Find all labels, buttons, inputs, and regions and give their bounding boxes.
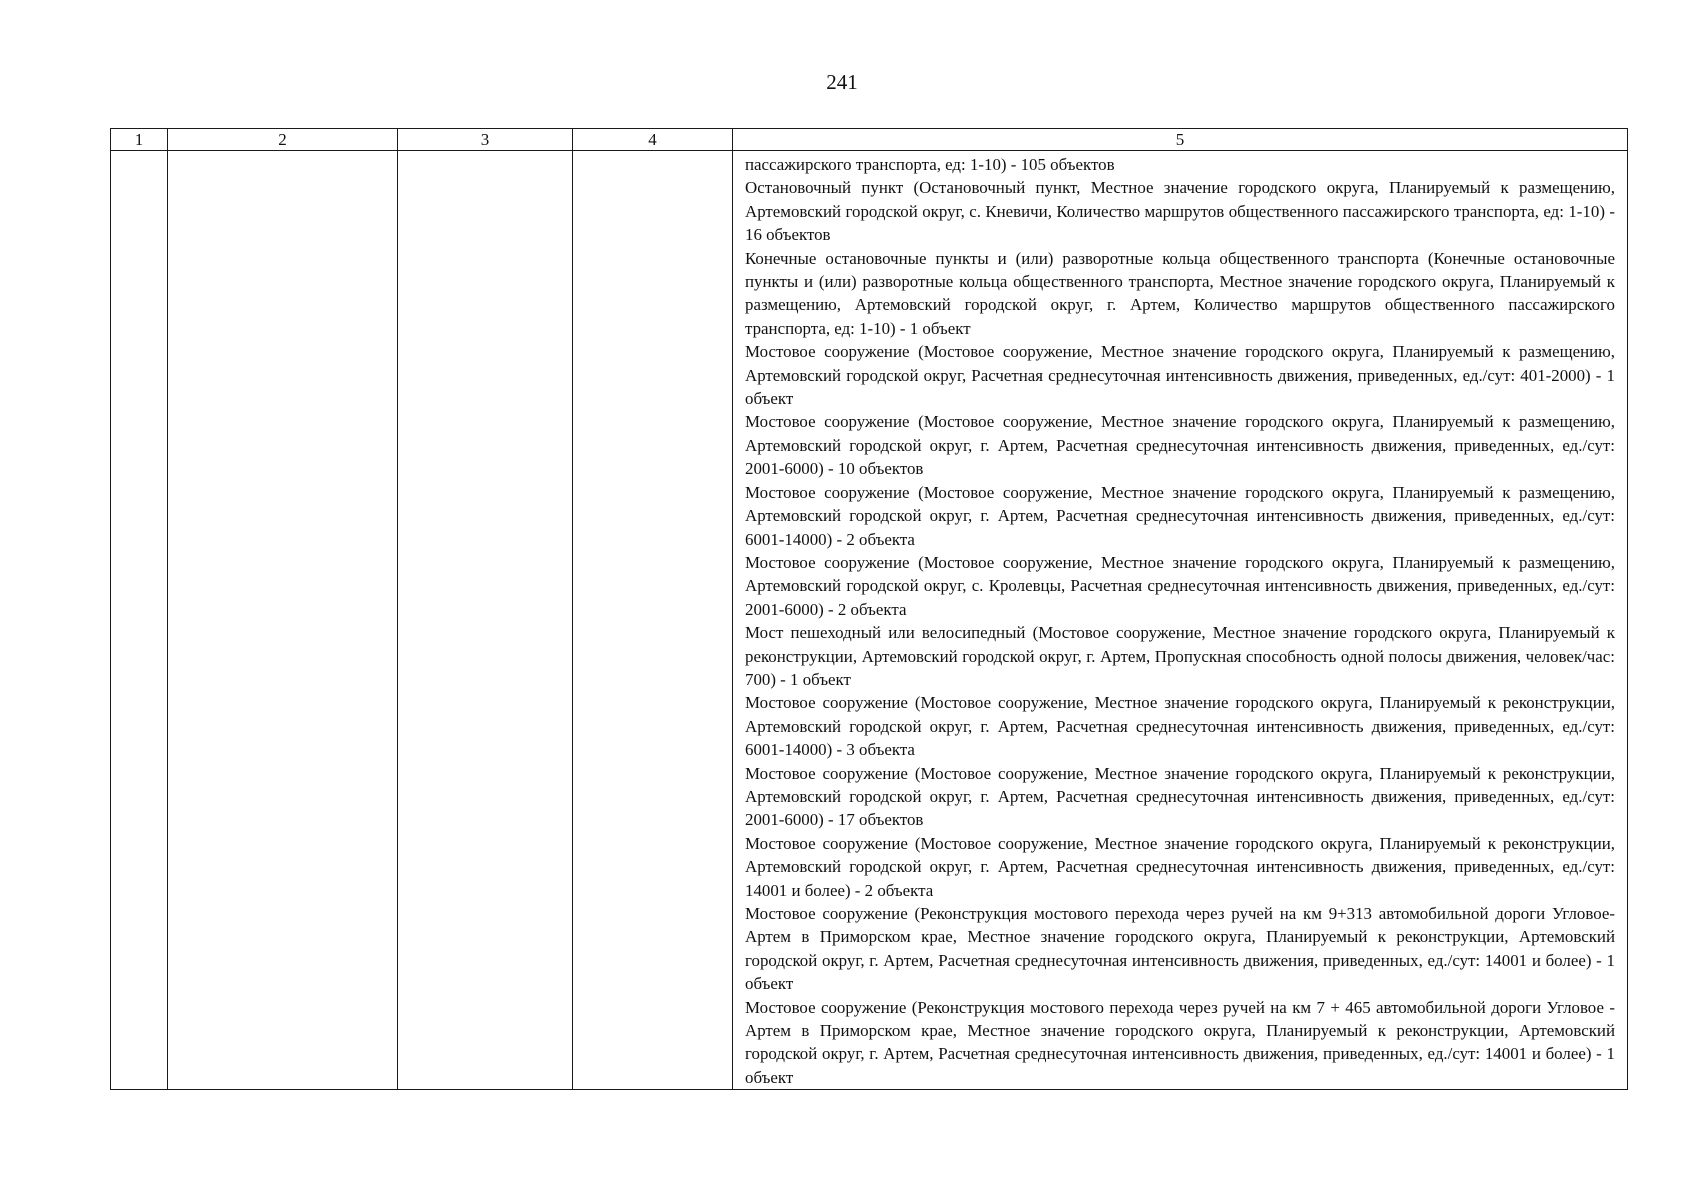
column-header-5: 5 bbox=[733, 129, 1628, 151]
column-header-2: 2 bbox=[168, 129, 398, 151]
object-entry: Мостовое сооружение (Мостовое сооружение, Местное значение городского округа, Планируемый к реконструкции, Артемовский городской округ, г. Артем, Расчетная среднесуточная интенсивность движения, приведенных, ед./сут: 6001-14000) - 3 объекта bbox=[745, 693, 1615, 760]
column-header-4: 4 bbox=[573, 129, 733, 151]
object-entry: Мостовое сооружение (Мостовое сооружение, Местное значение городского округа, Планируемый к реконструкции, Артемовский городской округ, г. Артем, Расчетная среднесуточная интенсивность движения, приведенных, ед./сут: 2001-6000) - 17 объектов bbox=[745, 763, 1615, 830]
cell-col-3 bbox=[398, 151, 573, 1090]
document-table bbox=[110, 128, 1628, 1090]
table-row bbox=[111, 151, 1628, 1090]
cell-col-2 bbox=[168, 151, 398, 1090]
object-entry: Мостовое сооружение (Реконструкция мостового перехода через ручей на км 9+313 автомобильной дороги Угловое-Артем в Приморском крае, Местное значение городского округа, Планируемый к реконструкции, Артемовский городской округ, г. Артем, Расчетная среднесуточная интенсивность движения, приведенных, ед./сут: 14001 и более) - 1 объект bbox=[745, 904, 1615, 994]
cell-col-5 bbox=[733, 151, 1628, 1090]
column-header-1: 1 bbox=[111, 129, 168, 151]
object-entry: пассажирского транспорта, ед: 1-10) - 105 объектов bbox=[745, 155, 1115, 174]
object-entry: Мостовое сооружение (Реконструкция мостового перехода через ручей на км 7 + 465 автомобильной дороги Угловое - Артем в Приморском крае, Местное значение городского округа, Планируемый к реконструкции, Артемовский городской округ, г. Артем, Расчетная среднесуточная интенсивность движения, приведенных, ед./сут: 14001 и более) - 1 объект bbox=[745, 997, 1615, 1087]
object-entry: Конечные остановочные пункты и (или) разворотные кольца общественного транспорта (Конечные остановочные пункты и (или) разворотные кольца общественного транспорта, Местное значение городского округа, Планируемый к размещению, Артемовский городской округ, г. Артем, Количество маршрутов общественного пассажирского транспорта, ед: 1-10) - 1 объект bbox=[745, 248, 1615, 338]
object-entry: Мостовое сооружение (Мостовое сооружение, Местное значение городского округа, Планируемый к размещению, Артемовский городской округ, Расчетная среднесуточная интенсивность движения, приведенных, ед./сут: 401-2000) - 1 объект bbox=[745, 342, 1615, 409]
cell-col-1 bbox=[111, 151, 168, 1090]
object-entry: Мостовое сооружение (Мостовое сооружение, Местное значение городского округа, Планируемый к размещению, Артемовский городской округ, с. Кролевцы, Расчетная среднесуточная интенсивность движения, приведенных, ед./сут: 2001-6000) - 2 объекта bbox=[745, 552, 1615, 619]
page-number: 241 bbox=[826, 70, 858, 94]
column-header-3: 3 bbox=[398, 129, 573, 151]
object-entry: Мостовое сооружение (Мостовое сооружение, Местное значение городского округа, Планируемый к размещению, Артемовский городской округ, г. Артем, Расчетная среднесуточная интенсивность движения, приведенных, ед./сут: 2001-6000) - 10 объектов bbox=[745, 412, 1615, 479]
header-row bbox=[111, 129, 1628, 151]
object-entry: Мост пешеходный или велосипедный (Мостовое сооружение, Местное значение городского округа, Планируемый к реконструкции, Артемовский городской округ, г. Артем, Пропускная способность одной полосы движения, человек/час: 700) - 1 объект bbox=[745, 623, 1615, 689]
object-entry: Остановочный пункт (Остановочный пункт, Местное значение городского округа, Планируемый к размещению, Артемовский городской округ, с. Кневичи, Количество маршрутов общественного пассажирского транспорта, ед: 1-10) - 16 объектов bbox=[745, 178, 1615, 245]
object-entry: Мостовое сооружение (Мостовое сооружение, Местное значение городского округа, Планируемый к реконструкции, Артемовский городской округ, г. Артем, Расчетная среднесуточная интенсивность движения, приведенных, ед./сут: 14001 и более) - 2 объекта bbox=[745, 833, 1615, 900]
cell-col-4 bbox=[573, 151, 733, 1090]
object-entry: Мостовое сооружение (Мостовое сооружение, Местное значение городского округа, Планируемый к размещению, Артемовский городской округ, г. Артем, Расчетная среднесуточная интенсивность движения, приведенных, ед./сут: 6001-14000) - 2 объекта bbox=[745, 482, 1615, 549]
